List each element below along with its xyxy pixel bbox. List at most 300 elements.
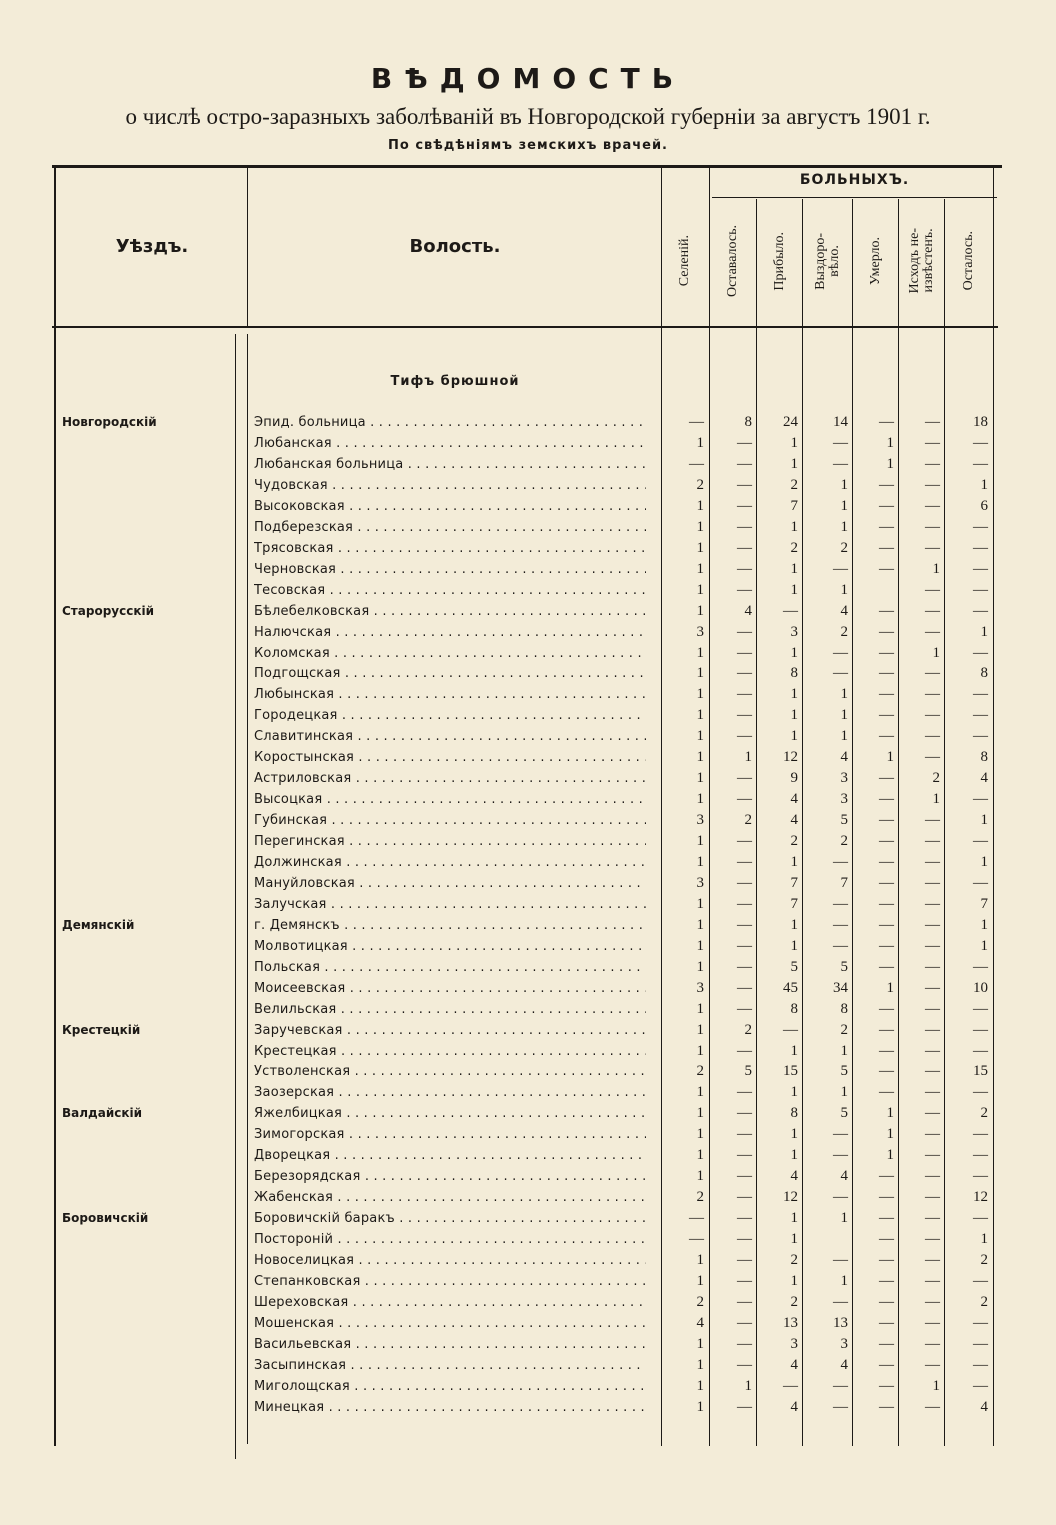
cell-volost: г. Демянскъ . . . — [254, 915, 646, 936]
cell-umerlo: — — [879, 1021, 894, 1038]
table-row — [0, 894, 1056, 915]
cell-volost: Любанская . . . — [254, 433, 646, 454]
table-row — [0, 601, 1056, 622]
cell-ostavalos: — — [737, 560, 752, 577]
cell-seleniy: 1 — [696, 1021, 704, 1038]
table-row — [0, 1041, 1056, 1062]
cell-ishod-neizvesten: — — [925, 623, 940, 640]
cell-umerlo: — — [879, 560, 894, 577]
cell-seleniy: 1 — [696, 728, 704, 745]
document-subtitle: о числѣ остро-заразныхъ заболѣваній въ Новгородской губерніи за августъ 1901 г. — [125, 104, 931, 129]
cell-umerlo: — — [879, 1293, 894, 1310]
cell-volost: Дворецкая . . . — [254, 1145, 646, 1166]
cell-ostalos: — — [973, 1084, 988, 1101]
cell-umerlo: — — [879, 1000, 894, 1017]
cell-volost: Трясовская . . . — [254, 538, 646, 559]
cell-umerlo: 1 — [886, 455, 894, 472]
cell-ostalos: — — [973, 686, 988, 703]
header-bolnyh: БОЛЬНЫХЪ. — [799, 172, 910, 188]
cell-ostalos: 1 — [980, 812, 988, 828]
cell-ostavalos: — — [737, 1314, 752, 1331]
cell-pribylo: 1 — [790, 1231, 798, 1247]
cell-seleniy: 3 — [696, 812, 704, 828]
cell-pribylo: 4 — [790, 1398, 798, 1415]
cell-volost: Высоковская . . . — [254, 496, 646, 517]
cell-ostavalos: — — [737, 1252, 752, 1268]
cell-ishod-neizvesten: — — [925, 1042, 940, 1059]
cell-ostavalos: 8 — [744, 414, 752, 430]
cell-umerlo: — — [879, 916, 894, 933]
cell-ishod-neizvesten: — — [925, 728, 940, 745]
table-row — [0, 810, 1056, 831]
cell-vyzdorovelo: — — [833, 1398, 848, 1415]
cell-pribylo: — — [783, 602, 798, 619]
cell-ishod-neizvesten: — — [925, 895, 940, 912]
cell-vyzdorovelo: 4 — [840, 1356, 848, 1373]
cell-ishod-neizvesten: — — [925, 1356, 940, 1373]
cell-ostalos: — — [973, 581, 988, 598]
cell-ostavalos: — — [737, 979, 752, 996]
cell-ostavalos: — — [737, 686, 752, 703]
cell-vyzdorovelo: 1 — [840, 1042, 848, 1059]
cell-ostavalos: — — [737, 937, 752, 954]
cell-umerlo: — — [879, 1231, 894, 1247]
cell-ostavalos: — — [737, 581, 752, 598]
cell-pribylo: 7 — [790, 497, 798, 514]
table-row — [0, 831, 1056, 852]
cell-volost: Яжелбицкая . . . — [254, 1103, 646, 1124]
table-row — [0, 684, 1056, 705]
table-row — [0, 622, 1056, 643]
table-row — [0, 663, 1056, 684]
cell-seleniy: 2 — [696, 1293, 704, 1310]
cell-volost: Коростынская . . . — [254, 747, 646, 768]
cell-ostavalos: — — [737, 854, 752, 870]
table-row — [0, 1292, 1056, 1313]
cell-vyzdorovelo: 3 — [840, 791, 848, 808]
cell-ostavalos: — — [737, 1231, 752, 1247]
cell-ostavalos: — — [737, 770, 752, 787]
cell-vyzdorovelo: 4 — [840, 1168, 848, 1185]
cell-seleniy: — — [689, 1231, 704, 1247]
table-row — [0, 1145, 1056, 1166]
header-seleniy: Селеній. — [677, 235, 692, 287]
cell-volost: Молвотицкая . . . — [254, 936, 646, 957]
source-note: По свѣдѣніямъ земскихъ врачей. — [387, 138, 668, 153]
cell-vyzdorovelo: 13 — [833, 1314, 848, 1331]
cell-ishod-neizvesten: — — [925, 414, 940, 430]
cell-vyzdorovelo: — — [833, 854, 848, 870]
cell-ostalos: — — [973, 1377, 988, 1394]
cell-seleniy: — — [689, 1210, 704, 1227]
cell-ishod-neizvesten: — — [925, 937, 940, 954]
table-row — [0, 580, 1056, 601]
table-row — [0, 768, 1056, 789]
cell-pribylo: 1 — [790, 686, 798, 703]
cell-ostalos: — — [973, 434, 988, 451]
cell-volost: Велильская . . . — [254, 999, 646, 1020]
table-row — [0, 517, 1056, 538]
cell-ostavalos: 4 — [744, 602, 752, 619]
cell-volost: Перегинская . . . — [254, 831, 646, 852]
cell-ostavalos: — — [737, 895, 752, 912]
cell-volost: Коломская . . . — [254, 643, 646, 664]
cell-seleniy: 1 — [696, 1272, 704, 1289]
cell-umerlo: — — [879, 497, 894, 514]
cell-seleniy: 1 — [696, 1335, 704, 1352]
cell-umerlo: 1 — [886, 1147, 894, 1164]
section-title: Тифъ брюшной — [390, 374, 520, 389]
cell-pribylo: 12 — [783, 749, 798, 766]
cell-pribylo: 1 — [790, 1272, 798, 1289]
cell-pribylo: 7 — [790, 895, 798, 912]
cell-ishod-neizvesten: — — [925, 1021, 940, 1038]
cell-ostalos: 7 — [980, 895, 988, 912]
header-pribylo: Прибыло. — [771, 231, 787, 291]
cell-vyzdorovelo: 4 — [840, 749, 848, 766]
cell-vyzdorovelo: 1 — [840, 728, 848, 745]
cell-vyzdorovelo: 1 — [840, 1084, 848, 1101]
cell-umerlo: — — [879, 937, 894, 954]
cell-seleniy: 1 — [696, 1126, 704, 1143]
cell-seleniy: — — [689, 455, 704, 472]
cell-umerlo: 1 — [886, 979, 894, 996]
cell-ostalos: — — [973, 1147, 988, 1164]
cell-ishod-neizvesten: — — [925, 707, 940, 724]
cell-seleniy: 1 — [696, 1000, 704, 1017]
cell-volost: Залучская . . . — [254, 894, 646, 915]
cell-ostavalos: — — [737, 1189, 752, 1206]
cell-pribylo: 1 — [790, 455, 798, 472]
cell-ostavalos: — — [737, 623, 752, 640]
cell-ostalos: — — [973, 644, 988, 661]
cell-uezd: Крестецкій — [62, 1022, 141, 1037]
cell-pribylo: 5 — [790, 958, 798, 975]
cell-ostalos: 8 — [980, 749, 988, 766]
cell-ostavalos: 1 — [744, 749, 752, 766]
cell-vyzdorovelo: 4 — [840, 602, 848, 619]
cell-ishod-neizvesten: — — [925, 1105, 940, 1122]
cell-uezd: Валдайскій — [62, 1106, 143, 1121]
cell-ostalos: — — [973, 1042, 988, 1059]
cell-seleniy: 1 — [696, 1377, 704, 1394]
cell-ishod-neizvesten: — — [925, 1293, 940, 1310]
cell-umerlo: — — [879, 414, 894, 430]
table-row — [0, 747, 1056, 768]
cell-pribylo: 1 — [790, 1126, 798, 1143]
cell-volost: Заозерская . . . — [254, 1082, 646, 1103]
cell-ostalos: — — [973, 728, 988, 745]
cell-umerlo: — — [879, 1168, 894, 1185]
cell-ishod-neizvesten: — — [925, 916, 940, 933]
cell-vyzdorovelo: 7 — [840, 874, 848, 891]
cell-pribylo: 1 — [790, 1210, 798, 1227]
cell-ostalos: — — [973, 958, 988, 975]
cell-ostalos: — — [973, 833, 988, 849]
cell-ishod-neizvesten: — — [925, 812, 940, 828]
cell-ostavalos: — — [737, 455, 752, 472]
cell-seleniy: 4 — [696, 1314, 704, 1331]
cell-ishod-neizvesten: — — [925, 665, 940, 682]
cell-vyzdorovelo: — — [833, 434, 848, 451]
cell-seleniy: 1 — [696, 497, 704, 514]
cell-seleniy: 1 — [696, 958, 704, 975]
cell-ostavalos: — — [737, 707, 752, 724]
cell-pribylo: 15 — [783, 1063, 798, 1080]
table-row — [0, 957, 1056, 978]
cell-seleniy: 1 — [696, 1042, 704, 1059]
cell-ostavalos: — — [737, 644, 752, 661]
cell-pribylo: 1 — [790, 434, 798, 451]
cell-ishod-neizvesten: — — [925, 497, 940, 514]
cell-ishod-neizvesten: — — [925, 455, 940, 472]
cell-vyzdorovelo: — — [833, 937, 848, 954]
cell-volost: Березорядская . . . — [254, 1166, 646, 1187]
table-row — [0, 1020, 1056, 1041]
cell-pribylo: 7 — [790, 874, 798, 891]
cell-seleniy: 1 — [696, 686, 704, 703]
cell-ishod-neizvesten: — — [925, 1084, 940, 1101]
cell-umerlo: — — [879, 1314, 894, 1331]
cell-seleniy: 1 — [696, 770, 704, 787]
table-row — [0, 475, 1056, 496]
cell-vyzdorovelo: 1 — [840, 518, 848, 535]
cell-volost: Высоцкая . . . — [254, 789, 646, 810]
cell-volost: Черновская . . . — [254, 559, 646, 580]
cell-pribylo: 9 — [790, 770, 798, 787]
cell-volost: Засыпинская . . . — [254, 1355, 646, 1376]
cell-umerlo: 1 — [886, 749, 894, 766]
cell-ishod-neizvesten: — — [925, 434, 940, 451]
table-row — [0, 559, 1056, 580]
cell-uezd: Старорусскій — [62, 603, 154, 618]
cell-volost: Мошенская . . . — [254, 1313, 646, 1334]
cell-volost: Степанковская . . . — [254, 1271, 646, 1292]
cell-seleniy: 1 — [696, 749, 704, 766]
cell-seleniy: 1 — [696, 1105, 704, 1122]
cell-ishod-neizvesten: — — [925, 1231, 940, 1247]
cell-pribylo: 1 — [790, 1084, 798, 1101]
table-row — [0, 433, 1056, 454]
cell-ostalos: 10 — [973, 979, 988, 996]
cell-seleniy: — — [689, 414, 704, 430]
cell-seleniy: 1 — [696, 833, 704, 849]
cell-pribylo: 3 — [790, 1335, 798, 1352]
cell-volost: Минецкая . . . — [254, 1397, 646, 1418]
cell-uezd: Боровичскій — [62, 1211, 149, 1226]
cell-umerlo: — — [879, 1377, 894, 1394]
cell-vyzdorovelo: 2 — [840, 623, 848, 640]
cell-vyzdorovelo: — — [833, 895, 848, 912]
cell-volost: Мануйловская . . . — [254, 873, 646, 894]
cell-umerlo: — — [879, 770, 894, 787]
cell-seleniy: 1 — [696, 1252, 704, 1268]
cell-umerlo: — — [879, 958, 894, 975]
cell-vyzdorovelo: 1 — [840, 581, 848, 598]
cell-volost: Новоселицкая . . . — [254, 1250, 646, 1271]
cell-seleniy: 1 — [696, 1084, 704, 1101]
cell-umerlo: — — [879, 707, 894, 724]
cell-seleniy: 3 — [696, 874, 704, 891]
cell-ishod-neizvesten: 1 — [932, 791, 940, 808]
cell-volost: Подгощская . . . — [254, 663, 646, 684]
cell-pribylo: 2 — [790, 1252, 798, 1268]
cell-volost: Боровичскій баракъ . . . — [254, 1208, 646, 1229]
cell-vyzdorovelo: — — [833, 665, 848, 682]
cell-ishod-neizvesten: — — [925, 518, 940, 535]
cell-umerlo: — — [879, 1356, 894, 1373]
cell-ishod-neizvesten: — — [925, 1210, 940, 1227]
cell-ishod-neizvesten: — — [925, 686, 940, 703]
cell-seleniy: 1 — [696, 539, 704, 556]
table-row — [0, 1124, 1056, 1145]
cell-pribylo: 2 — [790, 539, 798, 556]
table-row — [0, 496, 1056, 517]
cell-umerlo: — — [879, 602, 894, 619]
cell-ostalos: — — [973, 1168, 988, 1185]
cell-ishod-neizvesten: — — [925, 1126, 940, 1143]
cell-ostavalos: — — [737, 728, 752, 745]
cell-umerlo: — — [879, 665, 894, 682]
cell-ostalos: — — [973, 791, 988, 808]
cell-umerlo: — — [879, 476, 894, 493]
cell-ostalos: — — [973, 707, 988, 724]
cell-ostalos: 2 — [980, 1252, 988, 1268]
cell-volost: Астриловская . . . — [254, 768, 646, 789]
cell-pribylo: 4 — [790, 791, 798, 808]
cell-vyzdorovelo: — — [833, 644, 848, 661]
cell-ishod-neizvesten: — — [925, 476, 940, 493]
cell-ishod-neizvesten: 1 — [932, 1377, 940, 1394]
cell-vyzdorovelo: — — [833, 1252, 848, 1268]
cell-ostavalos: — — [737, 1168, 752, 1185]
cell-vyzdorovelo: — — [833, 560, 848, 577]
cell-pribylo: 24 — [783, 414, 798, 430]
cell-volost: Польская . . . — [254, 957, 646, 978]
cell-vyzdorovelo: 2 — [840, 1021, 848, 1038]
cell-ostavalos: — — [737, 665, 752, 682]
cell-seleniy: 2 — [696, 476, 704, 493]
cell-vyzdorovelo: 2 — [840, 539, 848, 556]
cell-pribylo: 4 — [790, 1168, 798, 1185]
cell-seleniy: 1 — [696, 602, 704, 619]
cell-vyzdorovelo: 14 — [833, 414, 848, 430]
cell-seleniy: 1 — [696, 707, 704, 724]
table-row — [0, 1082, 1056, 1103]
table-row — [0, 1103, 1056, 1124]
cell-umerlo: — — [879, 791, 894, 808]
cell-umerlo: 1 — [886, 1126, 894, 1143]
table-row — [0, 978, 1056, 999]
cell-umerlo: — — [879, 1272, 894, 1289]
cell-umerlo: — — [879, 518, 894, 535]
cell-ostalos: — — [973, 1356, 988, 1373]
cell-pribylo: 1 — [790, 644, 798, 661]
cell-vyzdorovelo: — — [833, 1189, 848, 1206]
cell-umerlo: — — [879, 1063, 894, 1080]
cell-ostavalos: 1 — [744, 1377, 752, 1394]
cell-seleniy: 1 — [696, 791, 704, 808]
cell-volost: Жабенская . . . — [254, 1187, 646, 1208]
cell-ostavalos: 5 — [744, 1063, 752, 1080]
table-row — [0, 789, 1056, 810]
table-row — [0, 1271, 1056, 1292]
cell-pribylo: 1 — [790, 854, 798, 870]
table-row — [0, 1334, 1056, 1355]
cell-ostalos: — — [973, 560, 988, 577]
cell-vyzdorovelo: — — [833, 1126, 848, 1143]
cell-seleniy: 1 — [696, 644, 704, 661]
cell-ostalos: 1 — [980, 854, 988, 870]
cell-seleniy: 1 — [696, 916, 704, 933]
cell-pribylo: 1 — [790, 707, 798, 724]
cell-seleniy: 1 — [696, 854, 704, 870]
cell-seleniy: 3 — [696, 623, 704, 640]
cell-ostavalos: — — [737, 1210, 752, 1227]
cell-ostavalos: — — [737, 1293, 752, 1310]
cell-volost: Постороній . . . — [254, 1229, 646, 1250]
cell-ostavalos: — — [737, 1398, 752, 1415]
cell-ishod-neizvesten: — — [925, 958, 940, 975]
cell-ostavalos: — — [737, 916, 752, 933]
cell-seleniy: 3 — [696, 979, 704, 996]
cell-umerlo: 1 — [886, 434, 894, 451]
cell-ishod-neizvesten: — — [925, 1252, 940, 1268]
cell-ostalos: — — [973, 1314, 988, 1331]
cell-ishod-neizvesten: — — [925, 1272, 940, 1289]
cell-volost: Налючская . . . — [254, 622, 646, 643]
cell-volost: Крестецкая . . . — [254, 1041, 646, 1062]
cell-pribylo: 2 — [790, 1293, 798, 1310]
cell-vyzdorovelo: 5 — [840, 1105, 848, 1122]
cell-vyzdorovelo: — — [833, 1293, 848, 1310]
cell-ostalos: — — [973, 874, 988, 891]
cell-ostalos: — — [973, 1210, 988, 1227]
cell-ostavalos: 2 — [744, 812, 752, 828]
cell-volost: Любынская . . . — [254, 684, 646, 705]
cell-ishod-neizvesten: — — [925, 602, 940, 619]
cell-ishod-neizvesten: — — [925, 979, 940, 996]
cell-ishod-neizvesten: — — [925, 1398, 940, 1415]
cell-pribylo: 2 — [790, 476, 798, 493]
header-umerlo: Умерло. — [867, 236, 883, 286]
cell-umerlo: — — [879, 854, 894, 870]
cell-seleniy: 1 — [696, 1168, 704, 1185]
cell-pribylo: — — [783, 1377, 798, 1394]
cell-vyzdorovelo: 1 — [840, 1210, 848, 1227]
cell-pribylo: 8 — [790, 665, 798, 682]
header-ostalos: Осталось. — [961, 231, 976, 291]
cell-vyzdorovelo: 5 — [840, 812, 848, 828]
cell-umerlo: — — [879, 1252, 894, 1268]
cell-pribylo: 1 — [790, 728, 798, 745]
cell-vyzdorovelo: 8 — [840, 1000, 848, 1017]
cell-pribylo: 13 — [783, 1314, 798, 1331]
cell-volost: Чудовская . . . — [254, 475, 646, 496]
cell-ostalos: 2 — [980, 1293, 988, 1310]
table-row — [0, 412, 1056, 433]
cell-ishod-neizvesten: — — [925, 1063, 940, 1080]
cell-umerlo: — — [879, 728, 894, 745]
table-row — [0, 1376, 1056, 1397]
cell-umerlo: — — [879, 644, 894, 661]
cell-pribylo: 3 — [790, 623, 798, 640]
table-row — [0, 705, 1056, 726]
cell-ostalos: 15 — [973, 1063, 988, 1080]
cell-umerlo: — — [879, 1189, 894, 1206]
cell-seleniy: 1 — [696, 581, 704, 598]
cell-pribylo: 1 — [790, 518, 798, 535]
